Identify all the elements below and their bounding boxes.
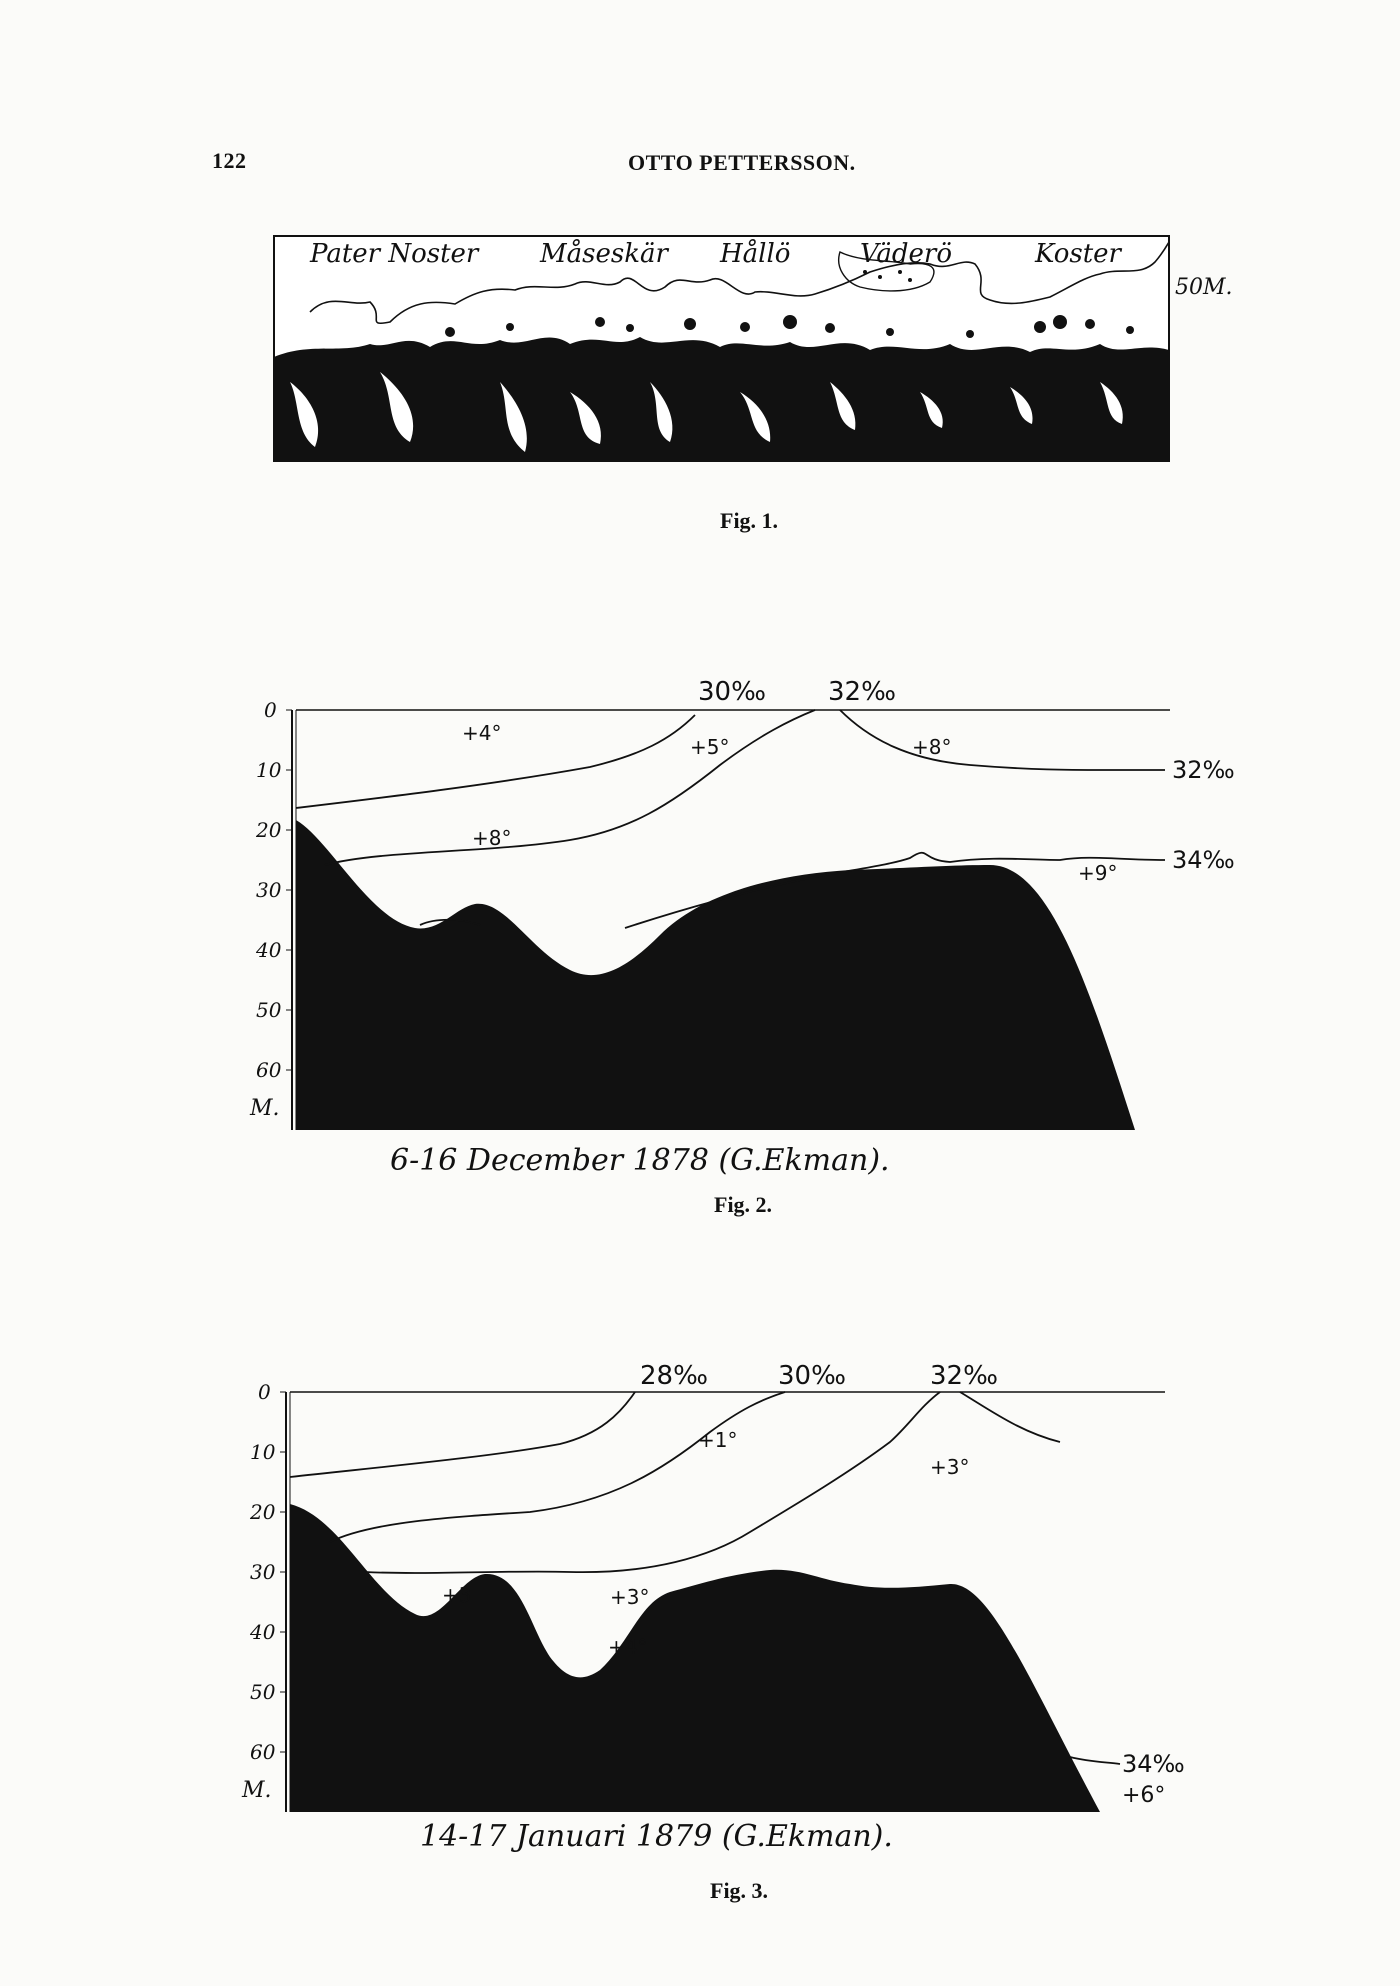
fig3-tick-10: 10: [250, 1440, 276, 1464]
fig2-temp-4: +4°: [462, 721, 502, 745]
fig3-isoline-32-right: [960, 1392, 1060, 1442]
fig3-tick-40: 40: [250, 1620, 276, 1644]
fig2-tick-50: 50: [256, 998, 282, 1022]
fig2-tick-20: 20: [256, 818, 282, 842]
fig2-section: [230, 670, 1270, 1190]
fig2-temp-9: +9°: [1078, 861, 1118, 885]
fig1-place-vadero: Väderö: [860, 239, 953, 269]
fig2-depth-axis: [249, 698, 292, 1121]
fig2-date-label: 6-16 December 1878 (G.Ekman).: [390, 1143, 890, 1178]
page-number: 122: [212, 148, 247, 173]
fig1-place-hallo: Hållö: [720, 239, 791, 269]
fig3-salinity-34: 34‰: [1122, 1750, 1185, 1778]
fig1-place-koster: Koster: [1035, 239, 1121, 269]
fig3-tick-50: 50: [250, 1680, 276, 1704]
fig1-place-maseskar: Måseskär: [540, 239, 668, 269]
fig1-coast-map: [270, 232, 1240, 468]
fig1-depth-label: 50M.: [1175, 275, 1233, 300]
fig2-salinity-32-top: 32‰: [828, 677, 896, 707]
fig3-temp-3-mid: +3°: [610, 1585, 650, 1609]
fig2-tick-10: 10: [256, 758, 282, 782]
fig2-isoline-32-left: [325, 710, 815, 865]
fig3-isoline-34: [1070, 1757, 1120, 1764]
fig3-seabed: [290, 1504, 1100, 1812]
fig2-depth-unit: M.: [250, 1096, 280, 1121]
fig2-salinity-34-right: 34‰: [1172, 846, 1235, 874]
fig3-isoline-28: [290, 1392, 635, 1477]
fig3-depth-axis: [241, 1380, 286, 1803]
fig2-salinity-32-right: 32‰: [1172, 756, 1235, 784]
fig2-temp-5: +5°: [690, 735, 730, 759]
fig2-temp-8-left: +8°: [472, 826, 512, 850]
fig3-caption: Fig. 3.: [710, 1878, 769, 1903]
fig1-place-pater-noster: Pater Noster: [310, 239, 479, 269]
fig3-temp-6: +6°: [1122, 1783, 1166, 1808]
fig2-tick-0: 0: [264, 698, 277, 722]
fig1-caption: Fig. 1.: [720, 508, 779, 533]
fig3-salinity-28: 28‰: [640, 1361, 708, 1391]
fig3-isoline-30: [330, 1392, 785, 1542]
fig3-temp-3-left: +3: [442, 1583, 472, 1607]
fig3-isoline-32: [365, 1392, 940, 1573]
running-head: OTTO PETTERSSON.: [628, 150, 856, 175]
fig3-date-label: 14-17 Januari 1879 (G.Ekman).: [420, 1819, 893, 1854]
fig3-tick-60: 60: [250, 1740, 276, 1764]
fig1-land-mass: [274, 337, 1169, 461]
fig2-seabed: [296, 820, 1135, 1130]
fig2-tick-60: 60: [256, 1058, 282, 1082]
fig3-section: [230, 1352, 1270, 1872]
fig2-tick-30: 30: [256, 878, 282, 902]
fig2-salinity-30: 30‰: [698, 677, 766, 707]
fig3-temp-1: +1°: [698, 1428, 738, 1452]
fig3-temp-4: +4°: [608, 1635, 648, 1659]
fig2-temp-8-right: +8°: [912, 735, 952, 759]
fig3-temp-3-right: +3°: [930, 1455, 970, 1479]
fig2-isoline-32-right: [840, 710, 1165, 770]
fig2-tick-40: 40: [256, 938, 282, 962]
fig3-tick-30: 30: [250, 1560, 276, 1584]
fig3-tick-20: 20: [250, 1500, 276, 1524]
fig3-salinity-30: 30‰: [778, 1361, 846, 1391]
fig3-depth-unit: M.: [242, 1778, 272, 1803]
fig3-salinity-32: 32‰: [930, 1361, 998, 1391]
fig3-tick-0: 0: [258, 1380, 271, 1404]
fig2-caption: Fig. 2.: [714, 1192, 773, 1217]
